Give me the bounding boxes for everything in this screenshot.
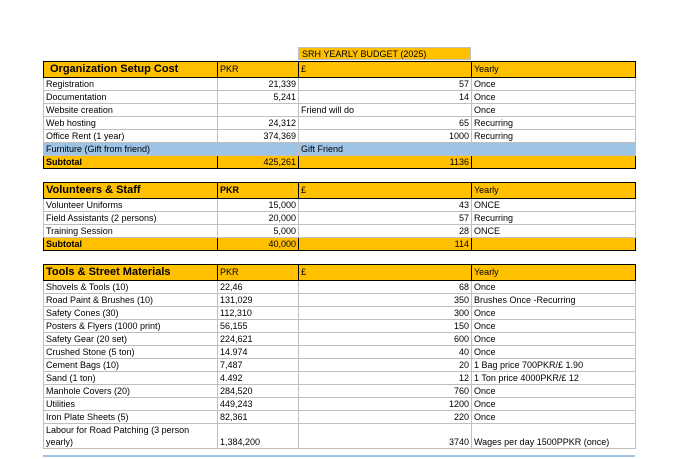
pkr-cell: 15,000 bbox=[218, 199, 299, 212]
gbp-cell: Friend will do bbox=[299, 104, 472, 117]
frequency-cell: Once bbox=[472, 385, 636, 398]
frequency-cell: Wages per day 1500PPKR (once) bbox=[472, 424, 636, 449]
pkr-cell: 56,155 bbox=[218, 320, 299, 333]
gbp-cell: 57 bbox=[299, 78, 472, 91]
gbp-cell: 600 bbox=[299, 333, 472, 346]
table-row bbox=[44, 104, 636, 117]
gbp-cell: 760 bbox=[299, 385, 472, 398]
gbp-cell: 14 bbox=[299, 91, 472, 104]
item-cell: Utilities bbox=[44, 398, 218, 411]
subtotal-frequency bbox=[472, 156, 636, 169]
table-row bbox=[44, 320, 636, 333]
frequency-cell: Once bbox=[472, 398, 636, 411]
table-row bbox=[44, 130, 636, 143]
pkr-cell: 4.492 bbox=[218, 372, 299, 385]
section-header-row bbox=[44, 183, 636, 199]
pkr-cell: 112,310 bbox=[218, 307, 299, 320]
subtotal-row bbox=[44, 156, 636, 169]
pkr-cell: 5,241 bbox=[218, 91, 299, 104]
gbp-cell: 28 bbox=[299, 225, 472, 238]
pkr-cell: 20,000 bbox=[218, 212, 299, 225]
item-cell: Shovels & Tools (10) bbox=[44, 281, 218, 294]
subtotal-label: Subtotal bbox=[44, 156, 218, 169]
section-title: Volunteers & Staff bbox=[44, 183, 218, 199]
pkr-cell: 131,029 bbox=[218, 294, 299, 307]
frequency-cell: Once bbox=[472, 411, 636, 424]
table-row bbox=[44, 424, 636, 449]
table-row bbox=[44, 346, 636, 359]
gbp-cell: 57 bbox=[299, 212, 472, 225]
frequency-header: Yearly bbox=[472, 183, 636, 199]
budget-title: SRH YEARLY BUDGET (2025) bbox=[298, 47, 471, 60]
subtotal-row bbox=[44, 238, 636, 251]
pkr-cell: 24,312 bbox=[218, 117, 299, 130]
item-cell: Manhole Covers (20) bbox=[44, 385, 218, 398]
frequency-header: Yearly bbox=[472, 62, 636, 78]
table-row bbox=[44, 117, 636, 130]
frequency-cell: Once bbox=[472, 104, 636, 117]
pkr-cell: 82,361 bbox=[218, 411, 299, 424]
gbp-cell: 300 bbox=[299, 307, 472, 320]
item-cell: Sand (1 ton) bbox=[44, 372, 218, 385]
pkr-cell: 14.974 bbox=[218, 346, 299, 359]
frequency-cell: Once bbox=[472, 281, 636, 294]
gbp-cell: 1200 bbox=[299, 398, 472, 411]
item-cell: Web hosting bbox=[44, 117, 218, 130]
pkr-cell: 284,520 bbox=[218, 385, 299, 398]
frequency-cell: Once bbox=[472, 346, 636, 359]
subtotal-pkr: 425,261 bbox=[218, 156, 299, 169]
tools-materials-table bbox=[43, 264, 636, 449]
item-cell: Furniture (Gift from friend) bbox=[44, 143, 218, 156]
frequency-header: Yearly bbox=[472, 265, 636, 281]
gbp-cell: 350 bbox=[299, 294, 472, 307]
item-cell: Office Rent (1 year) bbox=[44, 130, 218, 143]
pkr-header: PKR bbox=[218, 265, 299, 281]
gbp-header: £ bbox=[299, 183, 472, 199]
volunteers-staff-table bbox=[43, 182, 636, 251]
pkr-cell: 374,369 bbox=[218, 130, 299, 143]
gbp-cell: 40 bbox=[299, 346, 472, 359]
table-row bbox=[44, 212, 636, 225]
pkr-cell: 5,000 bbox=[218, 225, 299, 238]
table-row bbox=[44, 385, 636, 398]
table-row bbox=[44, 78, 636, 91]
subtotal-pkr: 40,000 bbox=[218, 238, 299, 251]
organization-setup-table bbox=[43, 61, 636, 169]
gbp-header: £ bbox=[299, 265, 472, 281]
frequency-cell: Once bbox=[472, 91, 636, 104]
table-row bbox=[44, 143, 636, 156]
frequency-cell: 1 Ton price 4000PKR/£ 12 bbox=[472, 372, 636, 385]
subtotal-label: Subtotal bbox=[44, 238, 218, 251]
section-title: Tools & Street Materials bbox=[44, 265, 218, 281]
table-row bbox=[44, 199, 636, 212]
item-cell: Labour for Road Patching (3 person yearly) bbox=[44, 424, 218, 449]
pkr-header: PKR bbox=[218, 183, 299, 199]
frequency-cell: 1 Bag price 700PKR/£ 1.90 bbox=[472, 359, 636, 372]
pkr-cell: 449,243 bbox=[218, 398, 299, 411]
table-row bbox=[44, 411, 636, 424]
item-cell: Crushed Stone (5 ton) bbox=[44, 346, 218, 359]
pkr-cell: 224,621 bbox=[218, 333, 299, 346]
gbp-cell: 1000 bbox=[299, 130, 472, 143]
gbp-cell: 20 bbox=[299, 359, 472, 372]
gbp-cell: 68 bbox=[299, 281, 472, 294]
item-cell: Volunteer Uniforms bbox=[44, 199, 218, 212]
section-title: Organization Setup Cost bbox=[44, 62, 218, 78]
gbp-header: £ bbox=[299, 62, 472, 78]
table-row bbox=[44, 333, 636, 346]
gbp-cell: 12 bbox=[299, 372, 472, 385]
pkr-cell: 22,46 bbox=[218, 281, 299, 294]
item-cell: Safety Gear (20 set) bbox=[44, 333, 218, 346]
table-row bbox=[44, 225, 636, 238]
item-cell: Posters & Flyers (1000 print) bbox=[44, 320, 218, 333]
item-cell: Training Session bbox=[44, 225, 218, 238]
table-row bbox=[44, 281, 636, 294]
frequency-cell: ONCE bbox=[472, 199, 636, 212]
item-cell: Road Paint & Brushes (10) bbox=[44, 294, 218, 307]
pkr-header: PKR bbox=[218, 62, 299, 78]
pkr-cell: 1,384,200 bbox=[218, 424, 299, 449]
frequency-cell: Once bbox=[472, 333, 636, 346]
gbp-cell: 150 bbox=[299, 320, 472, 333]
gbp-cell: 43 bbox=[299, 199, 472, 212]
table-row bbox=[44, 91, 636, 104]
table-row bbox=[44, 359, 636, 372]
frequency-cell: Recurring bbox=[472, 117, 636, 130]
frequency-cell: ONCE bbox=[472, 225, 636, 238]
item-cell: Cement Bags (10) bbox=[44, 359, 218, 372]
next-row-edge bbox=[43, 455, 635, 457]
table-row bbox=[44, 307, 636, 320]
pkr-cell bbox=[218, 143, 299, 156]
item-cell: Field Assistants (2 persons) bbox=[44, 212, 218, 225]
gbp-cell: 220 bbox=[299, 411, 472, 424]
table-row bbox=[44, 294, 636, 307]
pkr-cell: 7,487 bbox=[218, 359, 299, 372]
subtotal-frequency bbox=[472, 238, 636, 251]
item-cell: Website creation bbox=[44, 104, 218, 117]
subtotal-gbp: 114 bbox=[299, 238, 472, 251]
frequency-cell bbox=[472, 143, 636, 156]
table-row bbox=[44, 372, 636, 385]
gbp-cell: 3740 bbox=[299, 424, 472, 449]
frequency-cell: Once bbox=[472, 320, 636, 333]
frequency-cell: Once bbox=[472, 78, 636, 91]
section-header-row bbox=[44, 265, 636, 281]
pkr-cell bbox=[218, 104, 299, 117]
pkr-cell: 21,339 bbox=[218, 78, 299, 91]
table-row bbox=[44, 398, 636, 411]
subtotal-gbp: 1136 bbox=[299, 156, 472, 169]
section-header-row bbox=[44, 62, 636, 78]
frequency-cell: Recurring bbox=[472, 130, 636, 143]
item-cell: Documentation bbox=[44, 91, 218, 104]
item-cell: Safety Cones (30) bbox=[44, 307, 218, 320]
frequency-cell: Brushes Once -Recurring bbox=[472, 294, 636, 307]
gbp-cell: Gift Friend bbox=[299, 143, 472, 156]
item-cell: Registration bbox=[44, 78, 218, 91]
item-cell: Iron Plate Sheets (5) bbox=[44, 411, 218, 424]
frequency-cell: Recurring bbox=[472, 212, 636, 225]
frequency-cell: Once bbox=[472, 307, 636, 320]
gbp-cell: 65 bbox=[299, 117, 472, 130]
